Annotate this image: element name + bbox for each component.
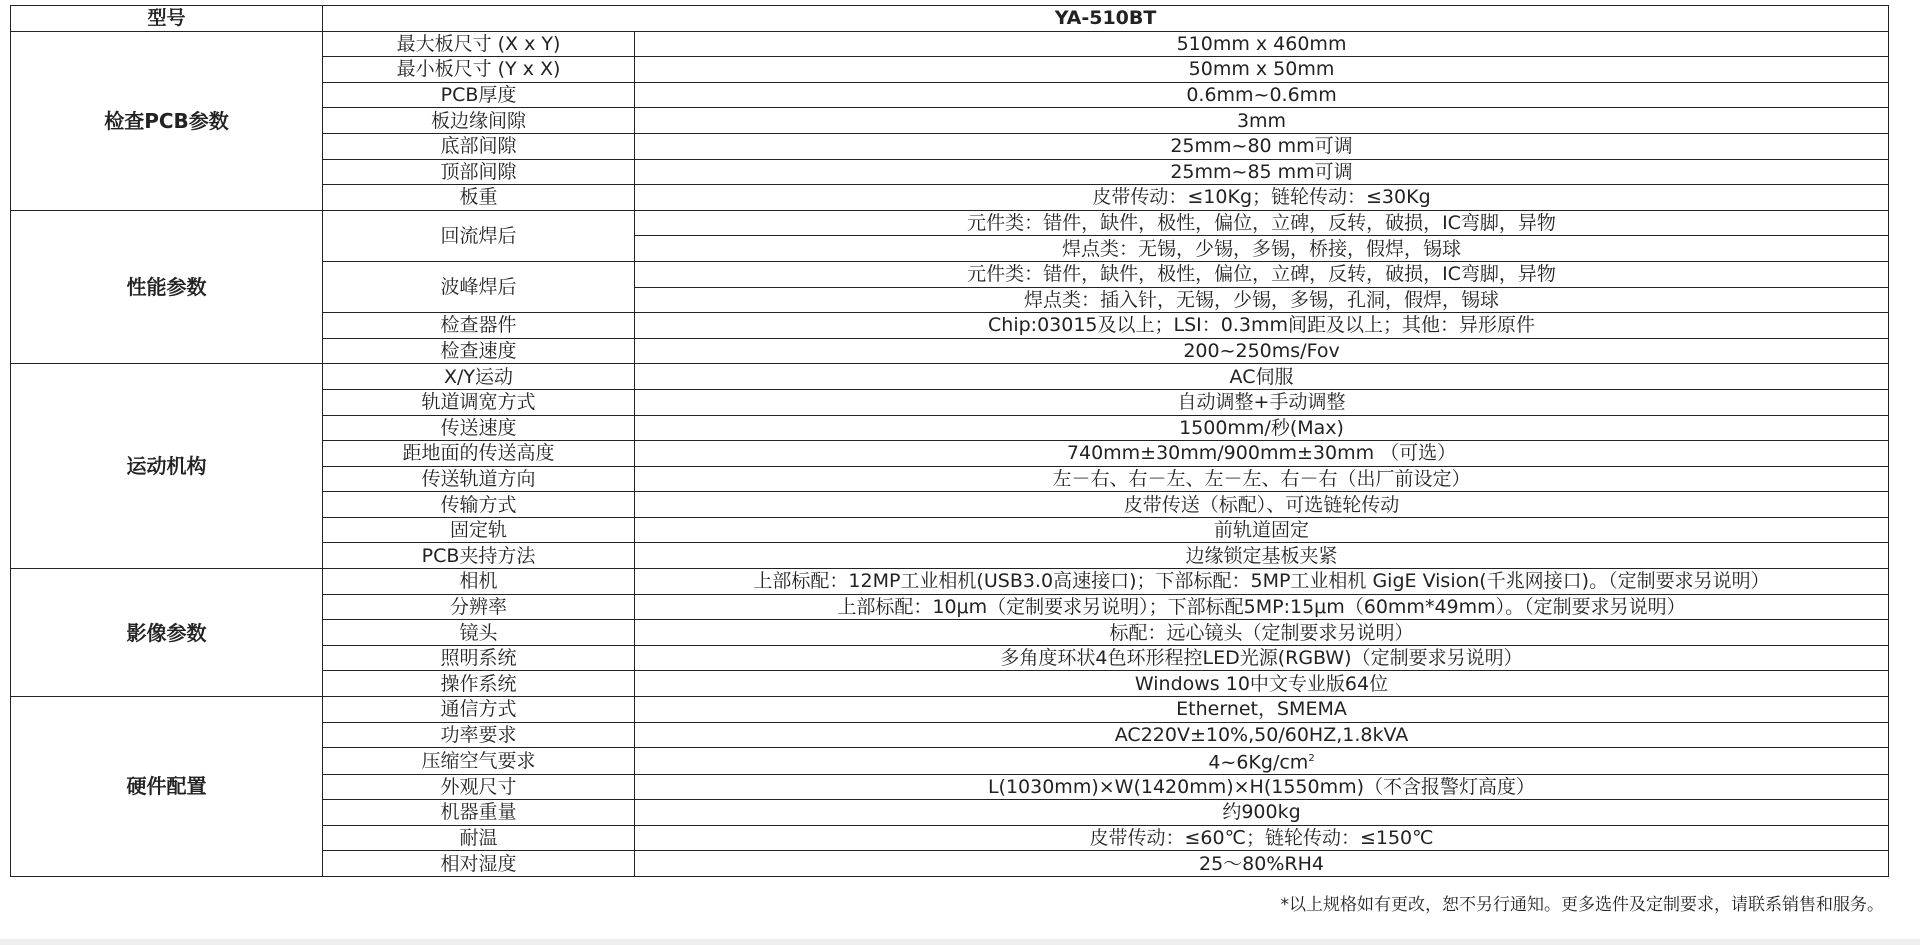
param-name: 传输方式 xyxy=(323,492,635,518)
param-value-text: 元件类：错件，缺件，极性，偏位，立碑，反转，破损，IC弯脚，异物 xyxy=(967,263,1556,286)
param-value-text: 740mm±30mm/900mm±30mm （可选） xyxy=(1066,442,1457,465)
param-name: 镜头 xyxy=(323,620,635,646)
param-value xyxy=(635,287,1889,313)
model-number: YA-510BT xyxy=(323,6,1889,32)
param-name: 检查器件 xyxy=(323,313,635,339)
param-value-text: 0.6mm~0.6mm xyxy=(1186,84,1337,107)
param-value-text: L(1030mm)×W(1420mm)×H(1550mm)（不含报警灯高度） xyxy=(987,775,1536,798)
group-title: 性能参数 xyxy=(11,210,323,364)
param-name: PCB夹持方法 xyxy=(323,543,635,569)
param-value-text: 皮带传动：≤60℃；链轮传动：≤150℃ xyxy=(1089,827,1434,850)
param-value xyxy=(635,569,1889,595)
param-value-text: 皮带传送（标配）、可选链轮传动 xyxy=(1123,493,1400,516)
param-value xyxy=(635,543,1889,569)
param-name: 固定轨 xyxy=(323,517,635,543)
param-name: 操作系统 xyxy=(323,671,635,697)
param-value-text: AC伺服 xyxy=(1229,365,1294,388)
spec-row xyxy=(11,569,1889,595)
param-value-text: 前轨道固定 xyxy=(1214,519,1310,542)
param-value xyxy=(635,210,1889,236)
param-value xyxy=(635,800,1889,826)
spec-row xyxy=(11,697,1889,723)
param-value-text: 边缘锁定基板夹紧 xyxy=(1185,544,1338,567)
param-name: PCB厚度 xyxy=(323,82,635,108)
spec-sheet xyxy=(10,5,1888,877)
param-name: 相机 xyxy=(323,569,635,595)
param-name: 通信方式 xyxy=(323,697,635,723)
param-value xyxy=(635,159,1889,185)
group-title: 检查PCB参数 xyxy=(11,31,323,210)
param-value xyxy=(635,31,1889,57)
param-value-text: 25～80%RH4 xyxy=(1199,852,1324,875)
param-name: 功率要求 xyxy=(323,722,635,748)
param-value-text: 4~6Kg/cm xyxy=(1208,751,1309,774)
param-value-text: 510mm x 460mm xyxy=(1176,32,1347,55)
param-value xyxy=(635,261,1889,287)
param-name: 外观尺寸 xyxy=(323,774,635,800)
param-value-text: Windows 10中文专业版64位 xyxy=(1134,672,1389,695)
param-value-text: Ethernet，SMEMA xyxy=(1176,698,1347,721)
spec-row xyxy=(11,210,1889,236)
param-value xyxy=(635,722,1889,748)
param-name: 板边缘间隙 xyxy=(323,108,635,134)
param-name: 传送速度 xyxy=(323,415,635,441)
param-value-text: 25mm~85 mm可调 xyxy=(1170,160,1353,183)
group-title: 影像参数 xyxy=(11,569,323,697)
param-name: X/Y运动 xyxy=(323,364,635,390)
param-value xyxy=(635,415,1889,441)
param-value xyxy=(635,338,1889,364)
param-name: 底部间隙 xyxy=(323,133,635,159)
param-name: 分辨率 xyxy=(323,594,635,620)
param-value-text: 上部标配：12MP工业相机(USB3.0高速接口)；下部标配：5MP工业相机 GigE Vision(千兆网接口)。（定制要求另说明） xyxy=(753,570,1770,593)
param-value xyxy=(635,851,1889,877)
spec-row xyxy=(11,31,1889,57)
param-value xyxy=(635,492,1889,518)
param-value-text: 焊点类：插入针，无锡，少锡，多锡，孔洞，假焊，锡球 xyxy=(1024,288,1500,311)
param-value-text: AC220V±10%,50/60HZ,1.8kVA xyxy=(1114,723,1409,746)
param-name: 检查速度 xyxy=(323,338,635,364)
param-name: 回流焊后 xyxy=(323,210,635,261)
param-value-text: 自动调整+手动调整 xyxy=(1177,391,1346,414)
unit-superscript: 2 xyxy=(1308,753,1315,765)
param-name: 波峰焊后 xyxy=(323,261,635,312)
spec-row xyxy=(11,364,1889,390)
param-value-text: 左－右、右－左、左－左、右－右（出厂前设定） xyxy=(1052,467,1471,490)
param-value xyxy=(635,748,1889,774)
param-value xyxy=(635,57,1889,83)
param-name: 顶部间隙 xyxy=(323,159,635,185)
param-value-text: 多角度环状4色环形程控LED光源(RGBW)（定制要求另说明） xyxy=(1000,647,1523,670)
param-value xyxy=(635,133,1889,159)
param-name: 相对湿度 xyxy=(323,851,635,877)
param-value-text: 标配：远心镜头（定制要求另说明） xyxy=(1109,621,1414,644)
param-value-text: 上部标配：10μm（定制要求另说明）；下部标配5MP:15μm（60mm*49mm）。（定制要求另说明） xyxy=(837,595,1686,618)
param-value-text: 25mm~80 mm可调 xyxy=(1170,135,1353,158)
param-value-text: 3mm xyxy=(1236,109,1287,132)
param-value-text: 200~250ms/Fov xyxy=(1183,340,1340,363)
param-value xyxy=(635,313,1889,339)
param-value-text: 皮带传动：≤10Kg；链轮传动：≤30Kg xyxy=(1092,186,1431,209)
param-value-text: 焊点类：无锡，少锡，多锡，桥接，假焊，锡球 xyxy=(1062,237,1462,260)
param-value-text: 50mm x 50mm xyxy=(1188,58,1335,81)
header-label: 型号 xyxy=(11,6,323,32)
page-bottom-band xyxy=(0,939,1920,945)
header-row xyxy=(11,6,1889,32)
param-value xyxy=(635,594,1889,620)
param-value xyxy=(635,774,1889,800)
param-value xyxy=(635,825,1889,851)
param-value xyxy=(635,108,1889,134)
param-value-text: 约900kg xyxy=(1222,801,1301,824)
param-value xyxy=(635,645,1889,671)
param-name: 照明系统 xyxy=(323,645,635,671)
param-value xyxy=(635,441,1889,467)
param-value-text: 1500mm/秒(Max) xyxy=(1179,416,1344,439)
param-value-text: Chip:03015及以上；LSI：0.3mm间距及以上；其他：异形原件 xyxy=(988,314,1535,337)
param-name: 机器重量 xyxy=(323,800,635,826)
param-value xyxy=(635,697,1889,723)
param-name: 压缩空气要求 xyxy=(323,748,635,774)
param-name: 最小板尺寸 (Y x X) xyxy=(323,57,635,83)
param-value xyxy=(635,620,1889,646)
param-value xyxy=(635,466,1889,492)
param-name: 距地面的传送高度 xyxy=(323,441,635,467)
disclaimer-note: *以上规格如有更改，恕不另行通知。更多选件及定制要求，请联系销售和服务。 xyxy=(1280,895,1884,915)
spec-table xyxy=(10,5,1889,877)
param-value xyxy=(635,389,1889,415)
param-value xyxy=(635,236,1889,262)
param-name: 传送轨道方向 xyxy=(323,466,635,492)
group-title: 硬件配置 xyxy=(11,697,323,877)
param-value xyxy=(635,671,1889,697)
param-value xyxy=(635,82,1889,108)
param-name: 最大板尺寸 (X x Y) xyxy=(323,31,635,57)
param-value-text: 元件类：错件，缺件，极性，偏位，立碑，反转，破损，IC弯脚，异物 xyxy=(967,212,1556,235)
param-name: 耐温 xyxy=(323,825,635,851)
param-value xyxy=(635,185,1889,211)
param-name: 板重 xyxy=(323,185,635,211)
group-title: 运动机构 xyxy=(11,364,323,569)
param-value xyxy=(635,517,1889,543)
param-value xyxy=(635,364,1889,390)
param-name: 轨道调宽方式 xyxy=(323,389,635,415)
